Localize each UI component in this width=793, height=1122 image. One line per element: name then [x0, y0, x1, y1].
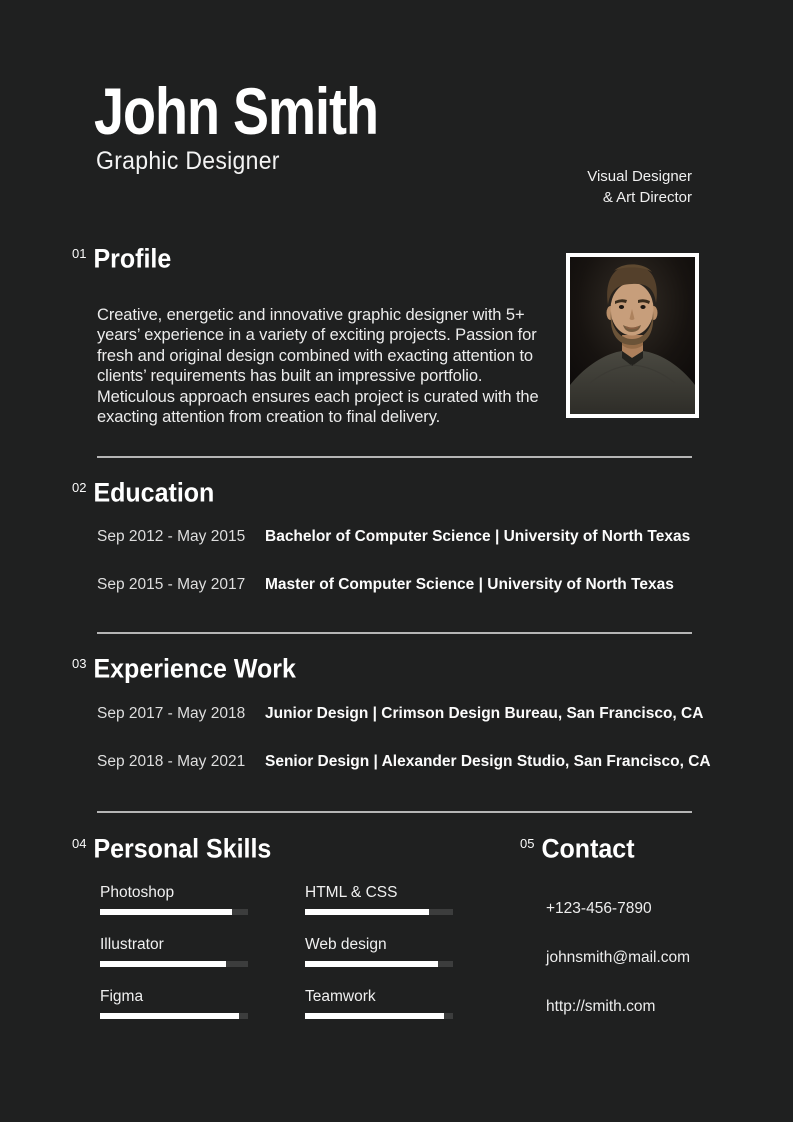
tagline-line-2: & Art Director	[602, 189, 692, 206]
skill-bar-fill	[305, 961, 438, 967]
skill-label: Web design	[305, 936, 387, 953]
divider	[97, 456, 692, 458]
experience-row	[97, 753, 711, 771]
tagline-line-1: Visual Designer	[587, 168, 692, 185]
skill-label: Figma	[100, 988, 144, 1005]
education-dates: Sep 2012 - May 2015	[97, 528, 246, 545]
section-title: Education	[93, 477, 215, 509]
section-header-contact	[520, 833, 635, 865]
experience-detail: Senior Design | Alexander Design Studio, San Francisco, CA	[265, 753, 711, 770]
skill-bar-track	[100, 909, 248, 915]
section-number: 03	[72, 656, 87, 671]
skill-bar-fill	[305, 1013, 444, 1019]
skill-label: HTML & CSS	[305, 884, 398, 901]
skill-label: Teamwork	[305, 988, 376, 1005]
portrait-illustration	[570, 257, 695, 414]
skill-bar-fill	[305, 909, 429, 915]
section-number: 04	[72, 836, 87, 851]
skill-bar-fill	[100, 909, 232, 915]
section-header-skills	[72, 833, 272, 865]
skill-item	[100, 936, 248, 967]
section-title: Personal Skills	[93, 833, 272, 865]
education-detail: Master of Computer Science | University of North Texas	[265, 576, 674, 593]
section-header-education	[72, 477, 215, 509]
skill-bar-track	[100, 961, 248, 967]
divider	[97, 632, 692, 634]
contact-email: johnsmith@mail.com	[546, 949, 691, 966]
skill-bar-fill	[100, 1013, 239, 1019]
skill-item	[305, 884, 453, 915]
section-title: Experience Work	[93, 653, 296, 685]
profile-text: Creative, energetic and innovative graphic designer with 5+ years’ experience in a variety of exciting projects. Passion for fresh and original design combined with exacting attention to clients’ requirements has built an impressive portfolio. Meticulous approach ensures each project is curated with the exacting attention from creation to final delivery.	[97, 305, 539, 426]
education-row	[97, 576, 674, 594]
skill-bar-fill	[100, 961, 226, 967]
skill-label: Photoshop	[100, 884, 175, 901]
contact-phone: +123-456-7890	[546, 900, 652, 917]
skills-grid	[100, 884, 453, 1019]
skill-label: Illustrator	[100, 936, 164, 953]
experience-dates: Sep 2018 - May 2021	[97, 753, 246, 770]
section-number: 05	[520, 836, 535, 851]
tagline	[587, 166, 692, 208]
section-title: Profile	[93, 243, 172, 275]
skill-bar-track	[305, 1013, 453, 1019]
skill-bar-track	[305, 961, 453, 967]
skill-item	[305, 988, 453, 1019]
section-number: 02	[72, 480, 87, 495]
job-title: Graphic Designer	[96, 146, 280, 175]
section-header-experience	[72, 653, 296, 685]
education-detail: Bachelor of Computer Science | University of North Texas	[265, 528, 691, 545]
section-header-profile	[72, 243, 172, 275]
experience-row	[97, 705, 703, 723]
skill-bar-track	[305, 909, 453, 915]
skill-item	[100, 988, 248, 1019]
person-name: John Smith	[94, 75, 378, 149]
experience-detail: Junior Design | Crimson Design Bureau, San Francisco, CA	[265, 705, 704, 722]
section-title: Contact	[541, 833, 635, 865]
skill-item	[305, 936, 453, 967]
experience-dates: Sep 2017 - May 2018	[97, 705, 246, 722]
skill-item	[100, 884, 248, 915]
contact-website: http://smith.com	[546, 998, 656, 1015]
divider	[97, 811, 692, 813]
portrait-photo	[566, 253, 699, 418]
education-dates: Sep 2015 - May 2017	[97, 576, 246, 593]
section-number: 01	[72, 246, 87, 261]
skill-bar-track	[100, 1013, 248, 1019]
education-row	[97, 528, 690, 546]
